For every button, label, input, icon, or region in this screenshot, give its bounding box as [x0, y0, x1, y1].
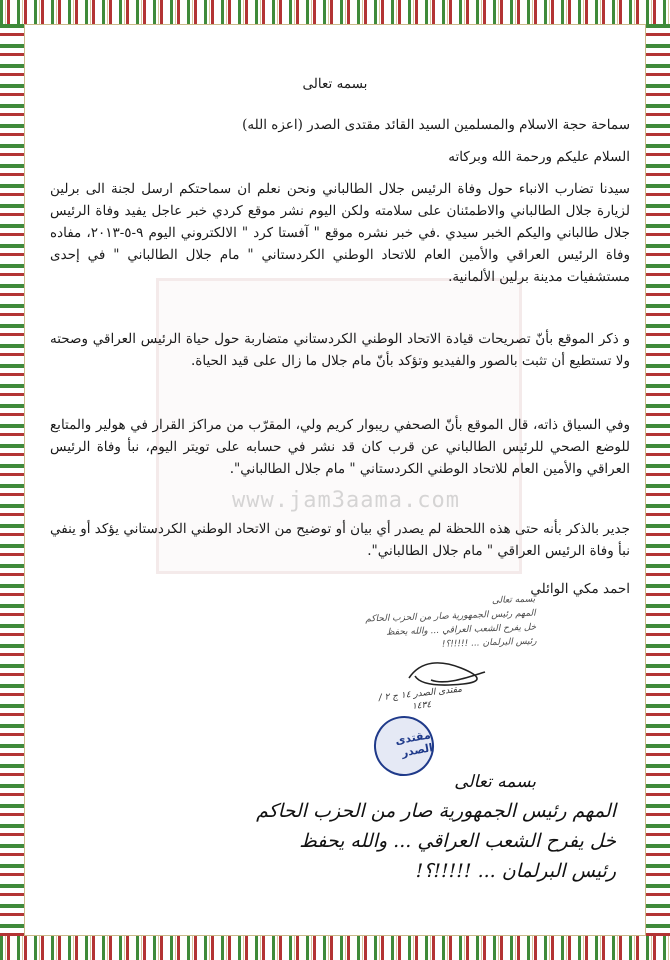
margin-note-line: رئيس البرلمان ... !!!!!؟!: [441, 636, 537, 650]
margin-note-line: بسمه تعالى: [491, 594, 536, 607]
decorative-border-left: [0, 24, 25, 936]
reply-date: مقتدى الصدر ١٤ ج ٢ / ١٤٣٤: [378, 684, 463, 712]
stamp-text: مقتدى الصدر: [394, 728, 434, 760]
paragraph-text: وفي السياق ذاته، قال الموقع بأنّ الصحفي ريبوار كريم ولي، المقرّب من مراكز القرار في هولير والمتابع للوضع الصحي للرئيس الطالباني عن قرب كان قد نشر في حسابه على تويتر اليوم، نبأ وفاة الرئيس العراقي والأمين العام للاتحاد الوطني الكردستاني " مام جلال الطالباني".: [50, 417, 630, 477]
handwritten-title: بسمه تعالى: [454, 772, 536, 792]
letter-page: [36, 28, 634, 932]
handwritten-line: خل يفرح الشعب العراقي ... والله يحفظ: [299, 830, 616, 852]
paragraph-text: جدير بالذكر بأنه حتى هذه اللحظة لم يصدر أي بيان أو توضيح من الاتحاد الوطني الكردستاني يؤكد أو ينفي نبأ وفاة الرئيس العراقي " مام جلال الطالباني".: [50, 521, 630, 559]
margin-note: [335, 593, 537, 656]
paragraph-text: سيدنا تضارب الانباء حول وفاة الرئيس جلال الطالباني ونحن نعلم ان سماحتكم ارسل لجنة الى برلين لزيارة جلال الطالباني والاطمئنان على سلامته ولكن اليوم نشر موقع كردي خبر عاجل يفيد وفاة الرئيس جلال طالباني واليكم الخبر سيدي .في خبر نشره موقع " آفستا كرد " الالكتروني اليوم ٩-٥-٢٠١٣، مفاده وفاة الرئيس العراقي والأمين العام للاتحاد الوطني الكردستاني " مام جلال الطالباني " في إحدى مستشفيات مدينة برلين الألمانية.: [50, 181, 630, 285]
letter-signer: احمد مكي الوائلي: [530, 581, 630, 597]
handwritten-line: المهم رئيس الجمهورية صار من الحزب الحاكم: [256, 800, 616, 822]
decorative-border-right: [645, 24, 670, 936]
handwritten-reply: [226, 768, 616, 886]
decorative-border-bottom: [0, 935, 670, 960]
letter-paragraph-3: [50, 414, 630, 480]
letter-paragraph-4: [50, 518, 630, 562]
handwritten-line: رئيس البرلمان ... !!!!!؟!: [415, 860, 616, 882]
letter-paragraph-2: [50, 328, 630, 372]
margin-note-line: المهم رئيس الجمهورية صار من الحزب الحاكم: [365, 608, 536, 625]
margin-note-line: خل يفرح الشعب العراقي ... والله يحفظ: [386, 622, 537, 638]
letter-paragraph-1: [50, 178, 630, 288]
paragraph-text: و ذكر الموقع بأنّ تصريحات قيادة الاتحاد الوطني الكردستاني متضاربة حول حياة الرئيس العراقي وصحته ولا تستطيع أن تثبت بالصور والفيديو وتؤكد بأنّ مام جلال ما زال على قيد الحياة.: [50, 331, 630, 369]
letter-greeting: السلام عليكم ورحمة الله وبركاته: [448, 149, 630, 165]
letter-addressee: سماحة حجة الاسلام والمسلمين السيد القائد مقتدى الصدر (اعزه الله): [242, 117, 630, 133]
decorative-border-top: [0, 0, 670, 25]
watermark-text: www.jam3aama.com: [232, 488, 460, 513]
letter-basmala: بسمه تعالى: [302, 76, 368, 92]
